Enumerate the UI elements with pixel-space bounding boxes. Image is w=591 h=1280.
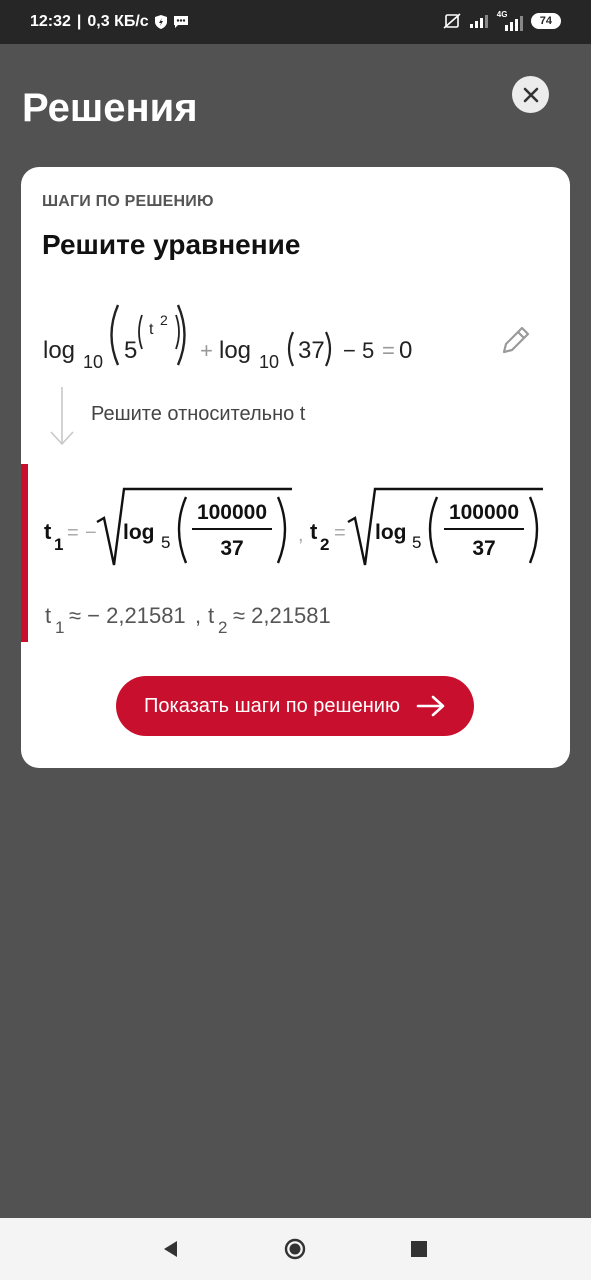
battery-indicator: 74 — [531, 13, 561, 29]
eq-t: t — [149, 321, 154, 338]
eq-log1: log — [43, 337, 76, 364]
eq-exp2: 2 — [160, 312, 168, 328]
approx-comma: , — [195, 603, 202, 628]
sol-comma: , — [298, 524, 304, 546]
approx-solution — [45, 603, 331, 637]
step-arrow-icon — [51, 387, 73, 444]
eq-exp-paren-left — [139, 315, 142, 349]
step-label: Решите относительно t — [91, 403, 306, 425]
sol2-den: 37 — [472, 537, 496, 560]
sol1-base: 5 — [161, 533, 171, 552]
eq-exp-paren-right — [176, 315, 179, 349]
sol1-paren-right — [278, 497, 285, 563]
status-separator: | — [76, 13, 82, 30]
sol2-base: 5 — [412, 533, 422, 552]
status-left — [30, 13, 189, 31]
sol2-sub: 2 — [320, 535, 330, 554]
eq-base1: 10 — [83, 352, 104, 372]
eq-equals: = — [382, 338, 395, 363]
sol1-neg: − — [85, 522, 97, 544]
eq-base2: 10 — [259, 352, 280, 372]
status-right — [443, 12, 561, 30]
approx2-value: ≈ 2,21581 — [233, 603, 331, 628]
eq-paren-left — [112, 305, 119, 365]
pencil-icon — [498, 322, 534, 358]
recents-icon[interactable] — [408, 1238, 430, 1260]
eq-five: 5 — [124, 337, 138, 364]
arrow-right-icon — [416, 695, 446, 717]
system-nav-bar — [0, 1218, 591, 1280]
close-button[interactable] — [512, 76, 549, 113]
eq-log2: log — [219, 337, 252, 364]
shield-icon — [155, 15, 167, 29]
sol1-log: log — [123, 521, 155, 544]
equation — [43, 305, 412, 372]
sol1-t: t — [44, 519, 52, 544]
approx2-sub: 2 — [218, 618, 228, 637]
eq-minus5: − 5 — [343, 338, 375, 363]
sol1-sub: 1 — [54, 535, 64, 554]
status-speed: 0,3 КБ/с — [87, 13, 149, 30]
edit-button[interactable] — [498, 322, 534, 358]
network-type: 4G — [496, 10, 508, 19]
solution-card — [21, 167, 570, 768]
answer-accent-bar — [21, 464, 28, 642]
eq-plus: + — [200, 338, 213, 363]
sol2-paren-right — [530, 497, 537, 563]
sim-off-icon — [443, 13, 461, 29]
signal-4g-icon — [497, 16, 523, 32]
eq-zero: 0 — [399, 337, 413, 364]
sol1-paren-left — [179, 497, 186, 563]
signal-icon — [469, 13, 489, 29]
sol2-log: log — [375, 521, 407, 544]
eq-paren2-right — [326, 332, 330, 366]
approx1-sub: 1 — [55, 618, 65, 637]
home-icon[interactable] — [284, 1238, 306, 1260]
eq-37: 37 — [298, 337, 325, 364]
sol2-num: 100000 — [448, 501, 520, 524]
page-title: Решения — [22, 86, 198, 130]
show-steps-button[interactable] — [116, 676, 474, 736]
status-bar — [0, 0, 591, 44]
close-icon — [523, 87, 539, 103]
approx1-t: t — [45, 603, 52, 628]
status-time: 12:32 — [30, 13, 71, 30]
sol1-den: 37 — [220, 537, 244, 560]
approx2-t: t — [208, 603, 215, 628]
eq-paren2-left — [289, 332, 293, 366]
show-steps-label: Показать шаги по решению — [144, 694, 400, 717]
signal-4g — [497, 12, 523, 30]
sol1-equals: = — [67, 522, 79, 544]
sol1-num: 100000 — [196, 501, 268, 524]
sol2-paren-left — [430, 497, 437, 563]
approx1-value: ≈ − 2,21581 — [69, 603, 186, 628]
sol2-t: t — [310, 519, 318, 544]
message-icon — [173, 15, 189, 29]
back-icon[interactable] — [160, 1238, 182, 1260]
card-kicker: ШАГИ ПО РЕШЕНИЮ — [42, 193, 214, 210]
card-heading: Решите уравнение — [42, 229, 301, 260]
exact-solution — [44, 489, 543, 565]
sol2-equals: = — [334, 522, 346, 544]
